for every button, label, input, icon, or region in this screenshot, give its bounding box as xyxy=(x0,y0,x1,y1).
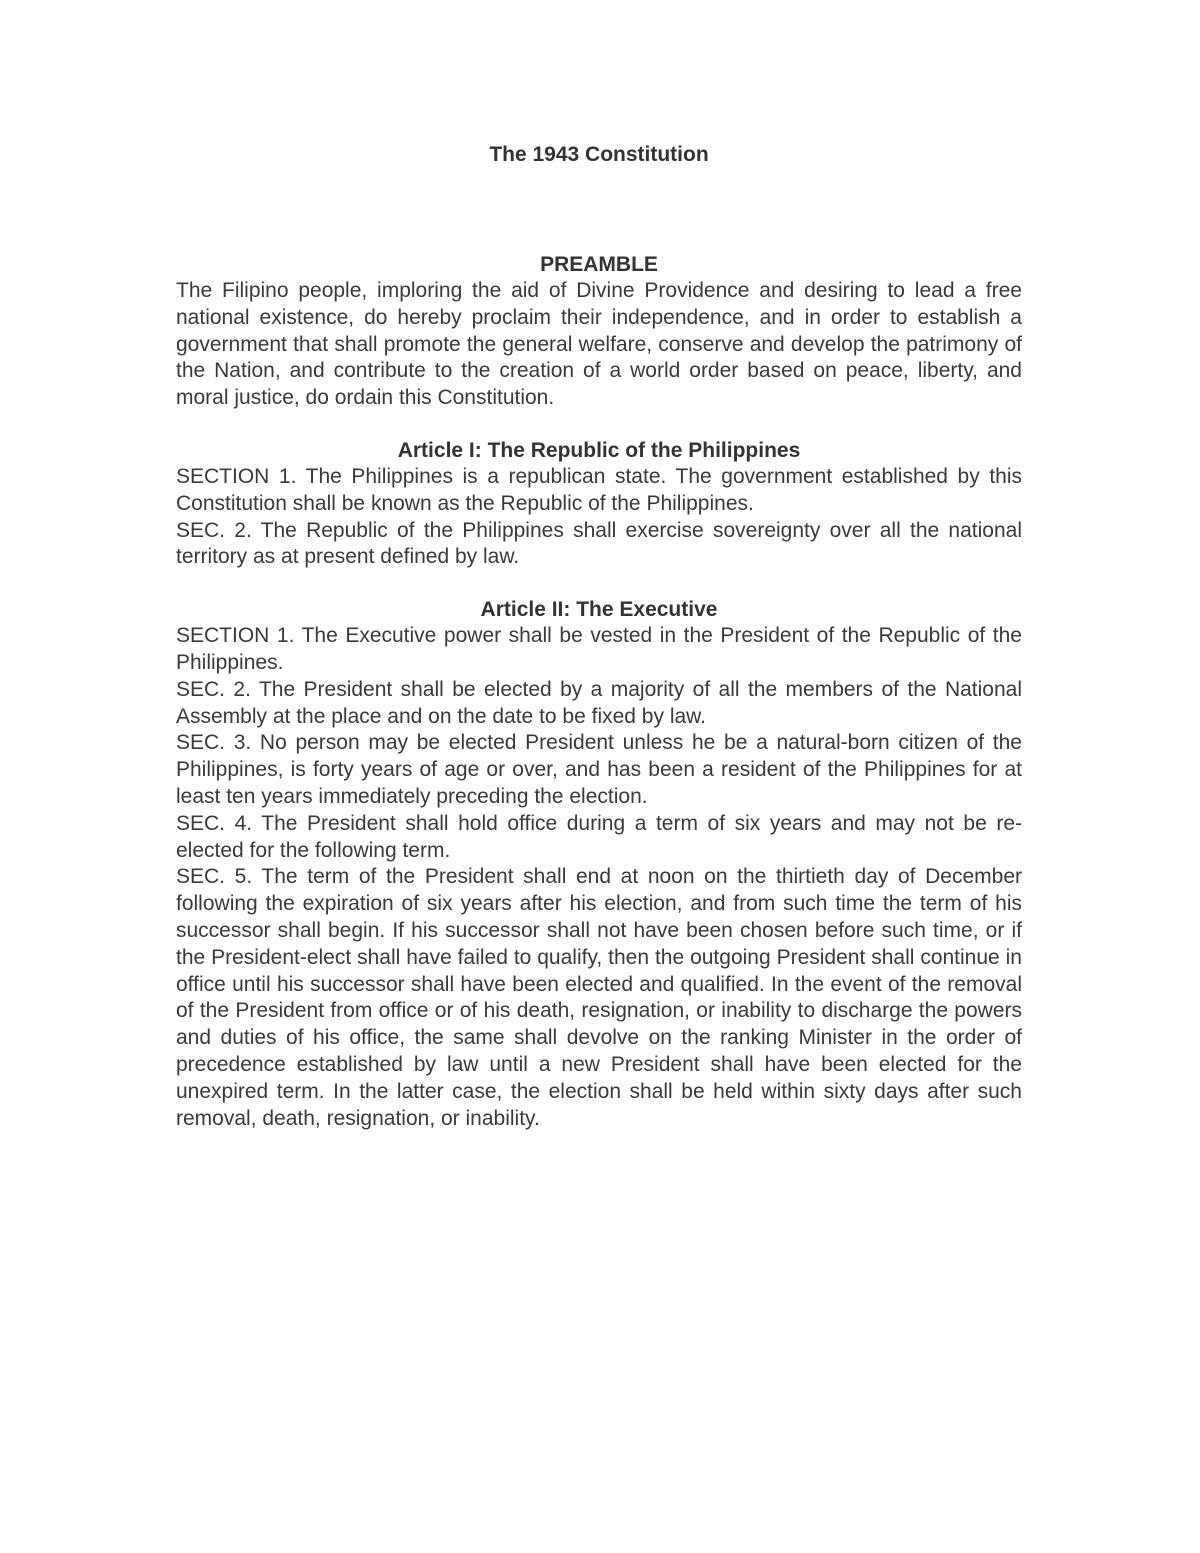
article-2-heading: Article II: The Executive xyxy=(480,598,718,622)
article-2-section-2: SEC. 2. The President shall be elected by a majority of all the members of the National Assembly at the place and on the date to be fixed by law. xyxy=(176,677,1022,728)
article-1-section-2: SEC. 2. The Republic of the Philippines shall exercise sovereignty over all the national territory as at present defined by law. xyxy=(176,518,1022,569)
preamble-heading: PREAMBLE xyxy=(540,253,658,276)
document-body xyxy=(176,142,1022,1132)
article-2-section-4: SEC. 4. The President shall hold office during a term of six years and may not be re-elected for the following term. xyxy=(176,811,1022,862)
article-1-section-1: SECTION 1. The Philippines is a republican state. The government established by this Constitution shall be known as the Republic of the Philippines. xyxy=(176,464,1022,515)
article-2-section-3: SEC. 3. No person may be elected President unless he be a natural-born citizen of the Philippines, is forty years of age or over, and has been a resident of the Philippines for at least ten years immediately preceding the election. xyxy=(176,731,1022,808)
document-title: The 1943 Constitution xyxy=(489,143,709,166)
preamble-text: The Filipino people, imploring the aid of Divine Providence and desiring to lead a free national existence, do hereby proclaim their independence, and in order to establish a government that shall promote the general welfare, conserve and develop the patrimony of the Nation, and contribute to the creation of a world order based on peace, liberty, and moral justice, do ordain this Constitution. xyxy=(176,279,1022,410)
article-2-section-5: SEC. 5. The term of the President shall end at noon on the thirtieth day of December following the expiration of six years after his election, and from such time the term of his successor shall begin. If his successor shall not have been chosen before such time, or if the President-elect shall have failed to qualify, then the outgoing President shall continue in office until his successor shall have been elected and qualified. In the event of the removal of the President from office or of his death, resignation, or inability to discharge the powers and duties of his office, the same shall devolve on the ranking Minister in the order of precedence established by law until a new President shall have been elected for the unexpired term. In the latter case, the election shall be held within sixty days after such removal, death, resignation, or inability. xyxy=(176,865,1022,1130)
article-2-section-1: SECTION 1. The Executive power shall be vested in the President of the Republic of the Philippines. xyxy=(176,624,1022,674)
article-1-heading: Article I: The Republic of the Philippines xyxy=(397,438,801,462)
